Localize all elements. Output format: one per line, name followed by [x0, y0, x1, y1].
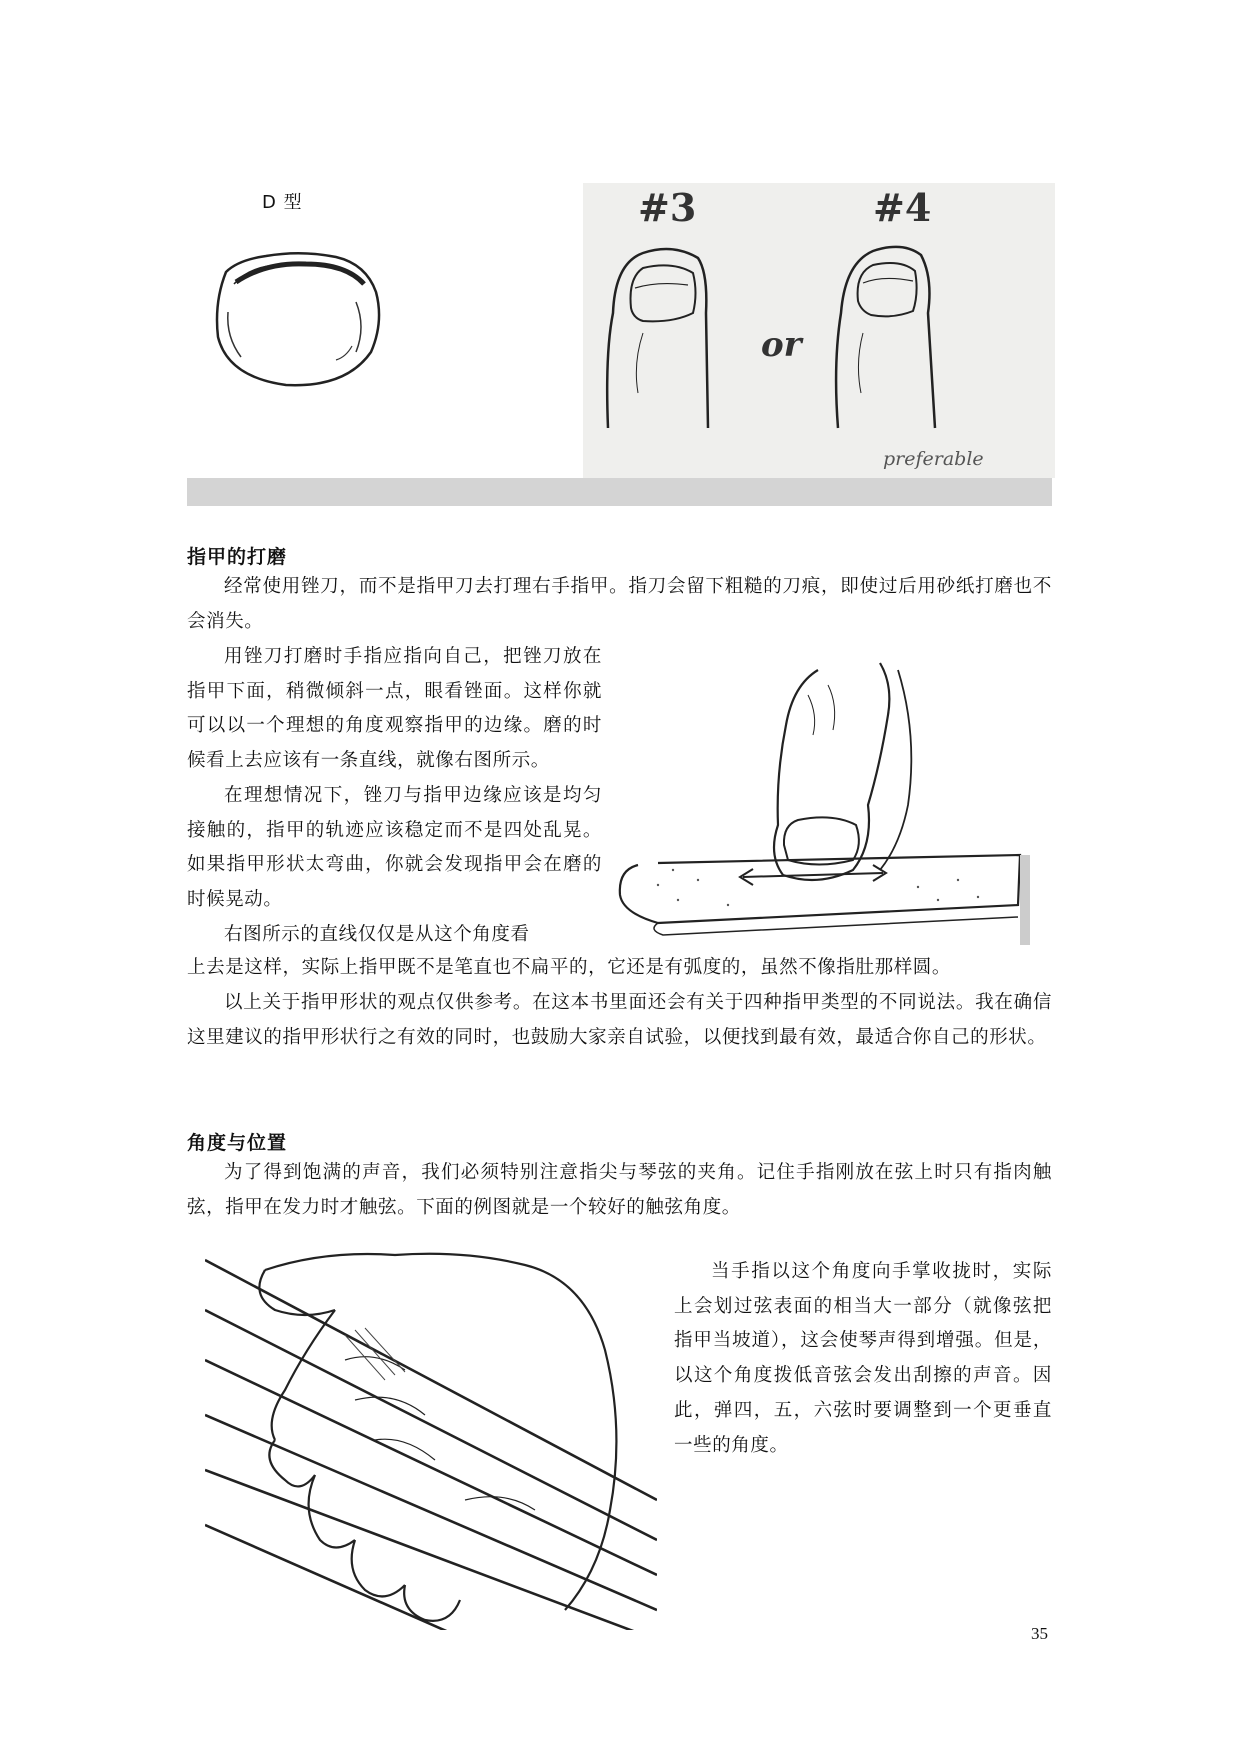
section-heading-angle: 角度与位置: [187, 1132, 288, 1154]
d-type-label: D 型: [262, 192, 303, 213]
grey-divider-bar: [187, 478, 1052, 506]
preferable-text: preferable: [883, 448, 984, 470]
hand-on-strings-illustration: [205, 1240, 657, 1630]
finger-3-illustration: [607, 249, 708, 428]
paragraph-angle-1: 为了得到饱满的声音，我们必须特别注意指尖与琴弦的夹角。记住手指刚放在弦上时只有指肉触弦，指甲在发力时才触弦。下面的例图就是一个较好的触弦角度。: [187, 1162, 1052, 1218]
paragraph-filing-3: 在理想情况下，锉刀与指甲边缘应该是均匀接触的，指甲的轨迹应该稳定而不是四处乱晃。如果指甲形状太弯曲，你就会发现指甲会在磨的时候晃动。: [187, 784, 602, 910]
paragraph-filing-1: 经常使用锉刀，而不是指甲刀去打理右手指甲。指刀会留下粗糙的刀痕，即使过后用砂纸打磨也不会消失。: [187, 576, 1052, 632]
paragraph-filing-5: 以上关于指甲形状的观点仅供参考。在这本书里面还会有关于四种指甲类型的不同说法。我在确信这里建议的指甲形状行之有效的同时，也鼓励大家亲自试验，以便找到最有效，最适合你自己的形状。: [187, 992, 1052, 1048]
nail-shape-3-4-figure: [583, 183, 1055, 478]
d-type-nail-illustration: [206, 242, 388, 392]
nail-file-illustration: [618, 655, 1030, 950]
page-number: 35: [1031, 1624, 1048, 1643]
section-heading-filing: 指甲的打磨: [187, 546, 288, 568]
label-4: #4: [873, 185, 932, 230]
paragraph-filing-4-start: 右图所示的直线仅仅是从这个角度看: [224, 923, 530, 945]
paragraph-angle-2: 当手指以这个角度向手掌收拢时，实际上会划过弦表面的相当大一部分（就像弦把指甲当坡道），这会使琴声得到增强。但是，以这个角度拨低音弦会发出刮擦的声音。因此，弹四，五，六弦时要调整到一个更垂直一些的角度。: [674, 1261, 1052, 1456]
paragraph-filing-2: 用锉刀打磨时手指应指向自己，把锉刀放在指甲下面，稍微倾斜一点，眼看锉面。这样你就可以以一个理想的角度观察指甲的边缘。磨的时候看上去应该有一条直线，就像右图所示。: [187, 646, 602, 772]
finger-4-illustration: [836, 247, 935, 428]
wrapped-text-column: [187, 640, 602, 952]
label-3: #3: [638, 185, 697, 230]
paragraph-filing-4-continued: 上去是这样，实际上指甲既不是笔直也不扁平的，它还是有弧度的，虽然不像指肚那样圆。: [187, 957, 952, 978]
or-text: or: [761, 325, 802, 365]
